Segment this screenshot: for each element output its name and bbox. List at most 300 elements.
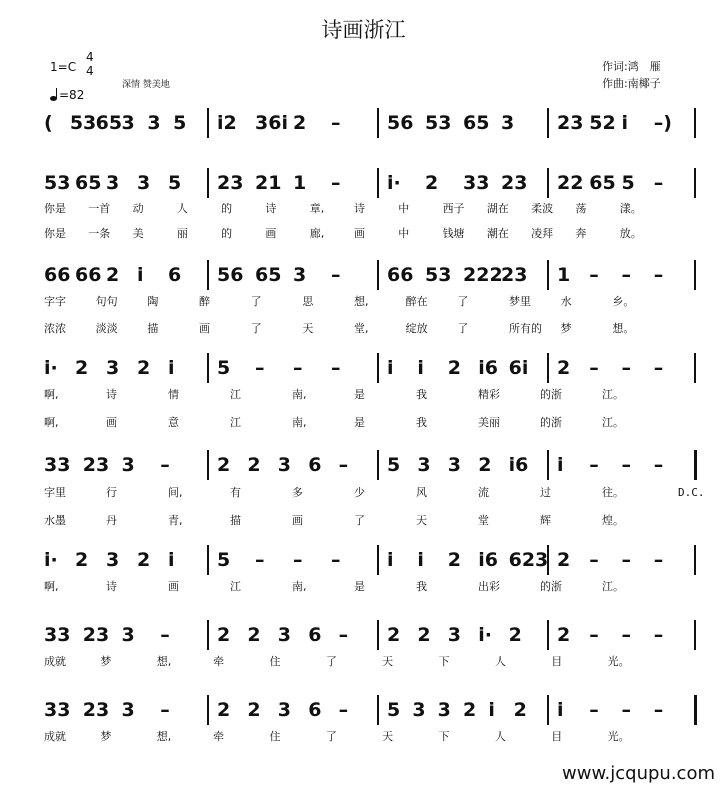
music-system: [44, 545, 702, 575]
jianpu-note: i: [488, 699, 495, 721]
jianpu-note: i2: [217, 112, 237, 134]
jianpu-note: 33: [44, 624, 71, 646]
tempo-marking: [50, 88, 84, 102]
lyric-word: 啊,: [44, 416, 59, 429]
jianpu-note: 222: [463, 264, 503, 286]
lyric-word: 陶: [147, 295, 159, 308]
lyric-word: 章,: [309, 202, 325, 215]
bar-line: [207, 620, 209, 650]
jianpu-note: 23: [501, 172, 528, 194]
jianpu-note: i·: [387, 172, 401, 194]
lyric-word: 美丽: [478, 416, 500, 429]
lyric-word: 少: [354, 486, 365, 499]
credits: [602, 58, 661, 92]
jianpu-note: i·: [44, 549, 58, 571]
lyric-word: 天: [382, 730, 394, 743]
jianpu-note: 23: [82, 699, 110, 721]
lyric-word: 天: [416, 514, 427, 527]
jianpu-note: 65: [463, 112, 490, 134]
jianpu-note: 3: [437, 699, 451, 721]
jianpu-note: –: [621, 699, 631, 721]
jianpu-note: –: [653, 699, 664, 721]
jianpu-note: 2: [247, 624, 261, 646]
lyric-word: 画: [354, 227, 365, 240]
bar-line: [207, 168, 209, 198]
jianpu-note: 3: [501, 112, 515, 134]
jianpu-note: i6: [478, 549, 498, 571]
lyric-word: 光。: [607, 730, 630, 743]
lyric-word: 精彩: [478, 388, 500, 401]
jianpu-note: 2: [247, 699, 261, 721]
jianpu-note: 2: [417, 624, 431, 646]
tempo-value: =82: [59, 88, 85, 102]
jianpu-note: 56: [387, 112, 414, 134]
lyric-line: [44, 484, 702, 500]
jianpu-note: 5: [387, 454, 401, 476]
lyric-word: 美: [132, 227, 144, 240]
lyric-word: 字字: [44, 295, 66, 308]
lyric-word: 水: [560, 295, 572, 308]
jianpu-note: 23: [501, 264, 528, 286]
jianpu-note: 2: [137, 357, 151, 379]
bar-line: [694, 695, 697, 725]
jianpu-note: i6: [508, 454, 529, 476]
lyric-word: 江: [230, 388, 241, 401]
bar-line: [207, 353, 209, 383]
jianpu-note: i: [387, 549, 394, 571]
jianpu-note: 3: [106, 549, 120, 571]
jianpu-note: 66: [387, 264, 414, 286]
music-system: [44, 168, 702, 198]
lyric-word: 想,: [156, 730, 172, 743]
lyric-word: 描: [147, 322, 159, 335]
jianpu-note: 2: [137, 549, 151, 571]
lyric-word: 钱塘: [442, 227, 465, 240]
jianpu-note: 23: [217, 172, 244, 194]
jianpu-note: 5: [217, 549, 231, 571]
lyric-word: 的浙: [540, 580, 562, 593]
lyric-word: 堂: [478, 514, 489, 527]
lyric-word: 南,: [292, 416, 307, 429]
lyric-word: 有: [230, 486, 241, 499]
jianpu-note: 2: [557, 357, 571, 379]
jianpu-note: 6: [308, 624, 322, 646]
lyric-word: 了: [325, 730, 337, 743]
lyric-word: 醉在: [405, 295, 428, 308]
lyric-word: 江。: [602, 416, 624, 429]
jianpu-note: 6: [308, 699, 322, 721]
jianpu-note: –: [621, 454, 631, 476]
jianpu-note: –: [293, 357, 303, 379]
lyric-word: 的浙: [540, 416, 562, 429]
jianpu-note: –: [589, 549, 599, 571]
jianpu-note: 23: [557, 112, 584, 134]
jianpu-note: 2: [508, 624, 522, 646]
lyric-word: 人: [494, 730, 506, 743]
lyric-word: 放。: [619, 227, 642, 240]
lyric-word: 湖在: [486, 202, 509, 215]
jianpu-note: 2: [557, 549, 571, 571]
lyric-line: [44, 414, 702, 430]
music-system: [44, 108, 702, 138]
lyricist: 作词:鸿 雁: [602, 60, 661, 73]
bar-line: [694, 108, 696, 138]
lyric-word: 了: [250, 295, 262, 308]
jianpu-note: 3: [106, 172, 120, 194]
jianpu-note: 65: [589, 172, 616, 194]
jianpu-note: –: [160, 699, 170, 721]
lyric-word: 句句: [95, 295, 118, 308]
jianpu-note: 5: [621, 172, 635, 194]
lyric-line: [44, 386, 702, 402]
lyric-word: 了: [457, 295, 469, 308]
jianpu-note: 5: [168, 172, 182, 194]
lyric-word: 情: [168, 388, 179, 401]
lyric-word: 南,: [292, 580, 307, 593]
lyric-word: 是: [354, 580, 365, 593]
jianpu-note: –: [621, 357, 631, 379]
jianpu-note: –: [338, 699, 349, 721]
jianpu-note: –: [338, 624, 349, 646]
lyric-line: [44, 512, 702, 528]
jianpu-note: 3: [293, 264, 307, 286]
time-top: 4: [86, 50, 94, 64]
lyric-word: 画: [265, 227, 277, 240]
music-system: [44, 695, 702, 725]
lyric-word: 的浙: [540, 388, 562, 401]
jianpu-note: –: [621, 549, 631, 571]
lyric-word: 目: [551, 730, 563, 743]
lyric-word: 风: [416, 486, 427, 499]
lyric-word: 诗: [106, 388, 117, 401]
lyric-word: 人: [176, 202, 188, 215]
jianpu-note: 2: [293, 112, 307, 134]
lyric-word: 柔波: [531, 202, 554, 215]
composer: 作曲:南椰子: [602, 77, 661, 90]
bar-line: [694, 450, 697, 480]
lyric-word: 画: [168, 580, 179, 593]
lyric-word: 潮在: [486, 227, 509, 240]
jianpu-note: i: [557, 699, 564, 721]
time-signature: [86, 50, 94, 78]
lyric-word: 荡: [575, 202, 587, 215]
lyric-word: 天: [302, 322, 314, 335]
lyric-word: 想,: [156, 655, 172, 668]
jianpu-note: –: [653, 624, 664, 646]
lyric-word: 了: [325, 655, 337, 668]
jianpu-note: i: [557, 454, 564, 476]
bar-line: [547, 168, 549, 198]
jianpu-note: 623: [508, 549, 549, 571]
jianpu-note: –: [621, 624, 631, 646]
jianpu-note: i: [387, 357, 394, 379]
lyric-word: 梦: [100, 730, 112, 743]
jianpu-note: 3: [121, 624, 135, 646]
lyric-word: 绽放: [405, 322, 428, 335]
lyric-word: 乡。: [612, 295, 635, 308]
jianpu-note: 65: [95, 112, 123, 134]
lyric-word: 中: [398, 227, 410, 240]
jianpu-note: 5: [173, 112, 187, 134]
jianpu-note: 3: [412, 699, 426, 721]
jianpu-note: 2: [247, 454, 261, 476]
jianpu-note: 3: [137, 172, 151, 194]
jianpu-note: 33: [463, 172, 490, 194]
lyric-word: 画: [106, 416, 117, 429]
lyric-word: 多: [292, 486, 303, 499]
lyric-word: 的: [221, 202, 233, 215]
jianpu-note: 3: [447, 454, 462, 476]
jianpu-note: 52: [589, 112, 616, 134]
lyric-word: 堂,: [354, 322, 369, 335]
lyric-line: [44, 293, 702, 309]
jianpu-note: 65: [75, 172, 102, 194]
jianpu-note: 23: [82, 454, 110, 476]
lyric-word: 我: [416, 416, 427, 429]
lyric-word: 淡淡: [95, 322, 118, 335]
jianpu-note: –: [160, 624, 170, 646]
lyric-word: 人: [494, 655, 506, 668]
jianpu-note: 5: [387, 699, 401, 721]
jianpu-note: 2: [447, 357, 462, 379]
bar-line: [207, 545, 209, 575]
jianpu-note: –: [331, 172, 341, 194]
lyric-word: 丹: [106, 514, 117, 527]
jianpu-note: 1: [293, 172, 307, 194]
lyric-word: 江。: [602, 580, 624, 593]
jianpu-note: –: [331, 549, 341, 571]
website-watermark: www.jcqupu.com: [562, 763, 715, 784]
jianpu-note: i6: [478, 357, 498, 379]
jianpu-note: 36i: [255, 112, 288, 134]
lyric-word: 江。: [602, 388, 624, 401]
lyric-line: [44, 225, 702, 241]
jianpu-note: i·: [478, 624, 492, 646]
lyric-word: 江: [230, 580, 241, 593]
jianpu-note: 2: [463, 699, 477, 721]
lyric-word: 煌。: [602, 514, 624, 527]
bar-line: [377, 353, 379, 383]
lyric-word: 光。: [607, 655, 630, 668]
jianpu-note: 3: [277, 624, 292, 646]
lyric-word: 了: [457, 322, 469, 335]
lyric-line: [44, 653, 702, 669]
lyric-word: 了: [250, 322, 262, 335]
music-system: [44, 450, 702, 480]
bar-line: [377, 620, 379, 650]
jianpu-note: –: [653, 357, 664, 379]
lyric-word: 江: [230, 416, 241, 429]
lyric-word: 思: [302, 295, 314, 308]
jianpu-note: 3: [277, 454, 292, 476]
lyric-word: 是: [354, 416, 365, 429]
jianpu-note: 3: [147, 112, 161, 134]
lyric-word: 目: [551, 655, 563, 668]
jianpu-note: 2: [217, 454, 231, 476]
key-signature: 1=C: [50, 60, 77, 74]
jianpu-note: 2: [478, 454, 492, 476]
bar-line: [547, 695, 549, 725]
bar-line: [207, 450, 209, 480]
lyric-word: 醉: [199, 295, 210, 308]
bar-line: [207, 260, 209, 290]
jianpu-note: –: [293, 549, 303, 571]
lyric-word: 水墨: [44, 514, 66, 527]
lyric-word: 出彩: [478, 580, 500, 593]
jianpu-note: –: [255, 357, 265, 379]
jianpu-note: 3: [106, 357, 120, 379]
jianpu-note: –: [331, 112, 341, 134]
lyric-word: 你是: [44, 227, 66, 240]
lyric-word: 诗: [354, 202, 365, 215]
jianpu-note: –: [653, 454, 664, 476]
lyric-word: 所有的: [509, 322, 542, 335]
jianpu-note: 2: [387, 624, 401, 646]
lyric-word: 了: [354, 514, 365, 527]
lyric-word: 西子: [442, 202, 465, 215]
jianpu-note: 2: [447, 549, 462, 571]
bar-line: [547, 353, 549, 383]
lyric-word: 过: [540, 486, 551, 499]
lyric-line: [44, 320, 702, 336]
jianpu-note: 66: [44, 264, 71, 286]
jianpu-note: 3: [121, 112, 135, 134]
lyric-word: 往。: [602, 486, 624, 499]
jianpu-note: i: [168, 357, 175, 379]
lyric-word: 下: [438, 730, 450, 743]
lyric-word: 梦: [100, 655, 112, 668]
jianpu-note: 2: [557, 624, 571, 646]
lyric-word: 我: [416, 388, 427, 401]
jianpu-note: –: [589, 699, 599, 721]
jianpu-note: 65: [255, 264, 282, 286]
lyric-word: 字里: [44, 486, 66, 499]
jianpu-note: 2: [106, 264, 120, 286]
jianpu-note: (: [44, 112, 53, 134]
jianpu-note: 53: [425, 112, 452, 134]
expression-marking: 深情 赞美地: [122, 80, 170, 90]
lyric-word: 梦里: [509, 295, 531, 308]
jianpu-note: i: [137, 264, 144, 286]
lyric-word: 奔: [575, 227, 587, 240]
bar-line: [547, 450, 549, 480]
lyric-word: 住: [269, 655, 281, 668]
jianpu-note: 56: [217, 264, 244, 286]
jianpu-note: 6: [308, 454, 322, 476]
song-title: 诗画浙江: [321, 18, 406, 42]
lyric-word: 想。: [612, 322, 635, 335]
bar-line: [694, 353, 696, 383]
lyric-word: 一首: [88, 202, 111, 215]
bar-line: [377, 108, 379, 138]
lyric-word: 牵: [213, 730, 225, 743]
jianpu-note: 2: [513, 699, 527, 721]
jianpu-note: 3: [417, 454, 431, 476]
jianpu-note: 21: [255, 172, 282, 194]
bar-line: [207, 108, 209, 138]
music-system: [44, 620, 702, 650]
jianpu-note: –: [589, 357, 599, 379]
jianpu-note: 6i: [508, 357, 529, 379]
lyric-word: 牵: [213, 655, 225, 668]
bar-line: [694, 260, 696, 290]
jianpu-note: –: [255, 549, 265, 571]
lyric-word: 漾。: [619, 202, 642, 215]
jianpu-note: –: [331, 357, 341, 379]
bar-line: [547, 620, 549, 650]
lyric-word: 流: [478, 486, 489, 499]
lyric-word: 辉: [540, 514, 551, 527]
jianpu-note: 2: [75, 549, 89, 571]
jianpu-note: i: [621, 112, 629, 134]
bar-line: [694, 545, 696, 575]
lyric-word: 凌拜: [531, 227, 554, 240]
jianpu-note: i: [168, 549, 175, 571]
jianpu-note: –): [653, 112, 672, 134]
bar-line: [694, 168, 696, 198]
lyric-word: 中: [398, 202, 410, 215]
jianpu-note: –: [653, 549, 664, 571]
lyric-word: 丽: [176, 227, 188, 240]
jianpu-note: 53: [44, 172, 71, 194]
jianpu-note: i: [417, 549, 424, 571]
lyric-word: 啊,: [44, 580, 59, 593]
lyric-word: 行: [106, 486, 117, 499]
lyric-word: 廊,: [309, 227, 325, 240]
lyric-word: 梦: [560, 322, 572, 335]
lyric-word: 描: [230, 514, 241, 527]
bar-line: [207, 695, 209, 725]
jianpu-note: 53: [69, 112, 97, 134]
lyric-word: 的: [221, 227, 233, 240]
lyric-word: 想,: [354, 295, 369, 308]
jianpu-note: 23: [82, 624, 110, 646]
lyric-line: [44, 200, 702, 216]
jianpu-note: i·: [44, 357, 58, 379]
jianpu-note: 3: [447, 624, 462, 646]
bar-line: [547, 108, 549, 138]
jianpu-note: –: [653, 172, 664, 194]
lyric-line: [44, 578, 702, 594]
bar-line: [377, 168, 379, 198]
lyric-word: 成就: [44, 730, 66, 743]
lyric-word: 我: [416, 580, 427, 593]
jianpu-note: 1: [557, 264, 571, 286]
music-system: [44, 260, 702, 290]
jianpu-note: 2: [217, 699, 231, 721]
lyric-word: 青,: [168, 514, 183, 527]
jianpu-note: –: [589, 454, 599, 476]
jianpu-note: 53: [425, 264, 452, 286]
bar-line: [377, 695, 379, 725]
jianpu-note: 33: [44, 454, 71, 476]
jianpu-note: 22: [557, 172, 584, 194]
lyric-line: [44, 728, 702, 744]
lyric-word: 浓浓: [44, 322, 66, 335]
bar-line: [377, 450, 379, 480]
quarter-note-icon: [50, 88, 58, 101]
jianpu-note: 6: [168, 264, 182, 286]
jianpu-note: 5: [217, 357, 231, 379]
bar-line: [547, 260, 549, 290]
lyric-word: 意: [168, 416, 179, 429]
jianpu-note: –: [653, 264, 664, 286]
bar-line: [377, 545, 379, 575]
lyric-word: 是: [354, 388, 365, 401]
lyric-word: 你是: [44, 202, 66, 215]
jianpu-note: –: [338, 454, 349, 476]
jianpu-note: 3: [121, 454, 135, 476]
